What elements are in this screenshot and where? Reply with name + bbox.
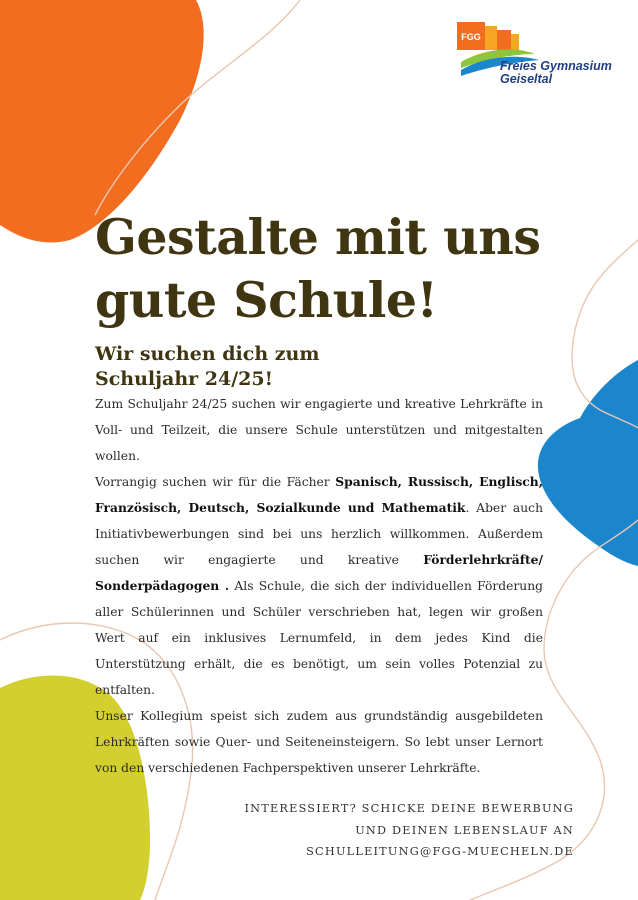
logo-line-2: Geiseltal — [500, 72, 553, 86]
subjects-list: Spanisch, Russisch, Englisch, Französisch, Deutsch, Sozialkunde und Mathematik — [95, 474, 543, 515]
cta-line-2: UND DEINEN LEBENSLAUF AN — [355, 823, 574, 837]
subjects-tail: Als Schule, die sich der individuellen Förderung aller Schülerinnen und Schüler verschrieben hat, legen wir großen Wert auf ein inklusives Lernumfeld, in dem jedes Kind die Unterstützung erhält, die es benötigt, um sein volles Potenzial zu entfalten. — [95, 579, 543, 697]
logo-abbreviation: FGG — [461, 32, 481, 42]
headline-line-1: Gestalte mit uns — [95, 208, 541, 266]
paragraph-staff: Unser Kollegium speist sich zudem aus grundständig ausgebildeten Lehrkräften sowie Quer- und Seiteneinsteigern. So lebt unser Lernort von den verschiedenen Fachperspektiven unserer Lehrkräfte. — [95, 709, 543, 775]
blue-blob — [538, 360, 638, 566]
subheadline-line-1: Wir suchen dich zum — [95, 343, 320, 365]
cta-email: SCHULLEITUNG@FGG-MUECHELN.DE — [306, 845, 574, 858]
logo-line-1: Freies Gymnasium — [500, 59, 612, 73]
subheadline-line-2: Schuljahr 24/25! — [95, 368, 273, 390]
subjects-lead: Vorrangig suchen wir für die Fächer — [95, 475, 336, 489]
call-to-action — [244, 798, 574, 863]
paragraph-subjects — [95, 469, 543, 703]
subheadline — [95, 342, 515, 392]
cta-line-1: INTERESSIERT? SCHICKE DEINE BEWERBUNG — [244, 802, 574, 815]
headline-line-2: gute Schule! — [95, 271, 438, 329]
roles-list: Förderlehrkräfte/ Sonderpädagogen . — [95, 552, 543, 593]
subjects-middle: . Aber auch Initiativbewerbungen sind bei uns herzlich willkommen. Außerdem suchen wir engagierte und kreative — [95, 501, 543, 567]
logo-text — [500, 60, 612, 86]
body-text — [95, 391, 543, 781]
headline — [95, 206, 615, 332]
paragraph-intro: Zum Schuljahr 24/25 suchen wir engagierte und kreative Lehrkräfte in Voll- und Teilzeit, die unsere Schule unterstützen und mitgestalten wollen. — [95, 397, 543, 463]
